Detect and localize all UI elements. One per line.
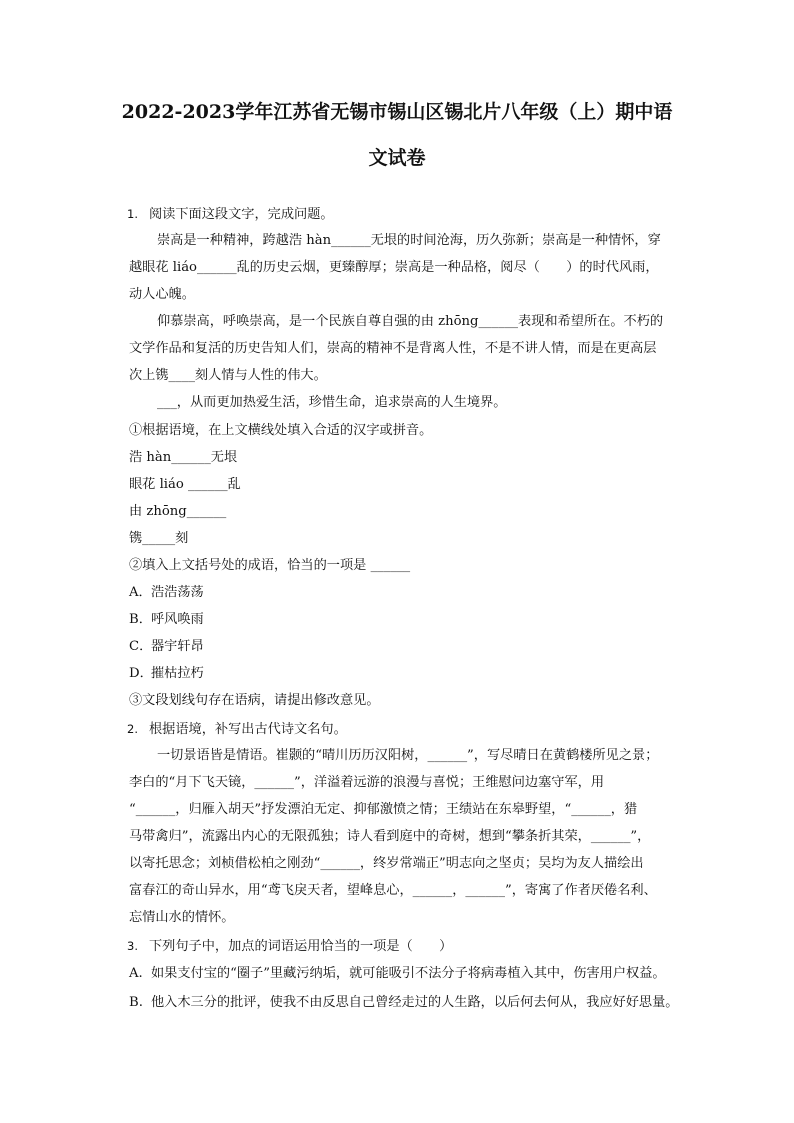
q1-blank-item: 由 zhōng______ [129,504,227,519]
q1-sub-question-1: ①根据语境，在上文横线处填入合适的汉字或拼音。 [129,423,433,438]
question-2-prompt-text: 根据语境，补写出古代诗文名句。 [149,722,347,737]
option-text: 他入木三分的批评，使我不由反思自己曾经走过的人生路，以后何去何从，我应好好思量。 [151,995,679,1010]
q1-passage-line: 文学作品和复活的历史告知人们，崇高的精神不是背离人性，不是不讲人情，而是在更高层 [129,341,657,356]
option-label: B． [129,612,152,627]
q1-sub-question-3: ③文段划线句存在语病，请提出修改意见。 [129,693,380,708]
q1-blank-item: 浩 hàn______无垠 [129,450,238,465]
question-1-prompt [127,204,334,225]
q1-sub-question-2: ②填入上文括号处的成语，恰当的一项是 ______ [129,558,411,573]
q1-option-a [129,583,204,603]
q1-option-b [129,610,204,630]
option-text: 呼风唤雨 [151,612,204,627]
question-1-number: 1. [127,207,138,221]
q2-passage-line: 李白的“月下飞天镜，______”，洋溢着远游的浪漫与喜悦；王维慰问边塞守军，用 [129,775,605,790]
question-3-number: 3. [127,939,138,953]
exam-title-line-1: 2022-2023学年江苏省无锡市锡山区锡北片八年级（上）期中语 [121,101,673,123]
option-text: 器宇轩昂 [151,639,204,654]
q1-blank-item: 眼花 liáo ______乱 [129,477,241,492]
question-3-prompt [127,936,452,957]
option-label: D． [129,666,153,681]
option-label: A． [129,585,152,600]
q3-option-a [129,964,666,984]
q1-blank-item: 镌_____刻 [129,531,189,546]
q2-passage-line: 富春江的奇山异水，用“鸢飞戾天者，望峰息心，______，______”，寄寓了作者厌倦名利、 [129,883,657,898]
option-label: A. [129,966,143,981]
option-text: 浩浩荡荡 [151,585,204,600]
q2-passage-line: 一切景语皆是情语。崔颢的“晴川历历汉阳树，______”，写尽晴日在黄鹤楼所见之景； [157,748,659,763]
q3-option-b [129,993,679,1013]
q1-passage-line: 越眼花 liáo______乱的历史云烟，更臻醇厚；崇高是一种品格，阅尽（ ）的时代风雨， [129,260,659,275]
question-2-prompt [127,719,347,740]
option-text: 摧枯拉朽 [151,666,204,681]
q1-option-d [129,664,204,684]
question-1-prompt-text: 阅读下面这段文字，完成问题。 [149,207,334,222]
q1-passage-line: ___，从而更加热爱生活，珍惜生命，追求崇高的人生境界。 [157,395,507,410]
q2-passage-line: 以寄托思念；刘桢借松柏之刚劲“______，终岁常端正”明志向之坚贞；吴均为友人描绘出 [129,856,644,871]
q1-passage-line: 仰慕崇高，呼唤崇高，是一个民族自尊自强的由 zhōng______表现和希望所在。不朽的 [157,314,664,329]
option-label: B. [129,995,143,1010]
option-label: C． [129,639,153,654]
q1-passage-line: 崇高是一种精神，跨越浩 hàn______无垠的时间沧海，历久弥新；崇高是一种情怀，穿 [157,233,661,248]
question-3-prompt-text: 下列句子中，加点的词语运用恰当的一项是（ ） [149,939,453,954]
q1-passage-line: 次上镌____刻人情与人性的伟大。 [129,368,327,383]
q1-option-c [129,637,204,657]
q1-passage-line: 动人心魄。 [129,287,195,302]
q2-passage-line: 忘情山水的情怀。 [129,910,235,925]
exam-title-line-2: 文试卷 [368,147,426,169]
option-text: 如果支付宝的“圈子”里藏污纳垢，就可能吸引不法分子将病毒植入其中，伤害用户权益。 [151,966,666,981]
q2-passage-line: “______，归雁入胡天”抒发漂泊无定、抑郁激愤之情；王绩站在东皋野望，“______，猎 [129,802,638,817]
question-2-number: 2. [127,722,138,736]
q2-passage-line: 马带禽归”，流露出内心的无限孤独；诗人看到庭中的奇树，想到“攀条折其荣，______”， [129,829,651,844]
